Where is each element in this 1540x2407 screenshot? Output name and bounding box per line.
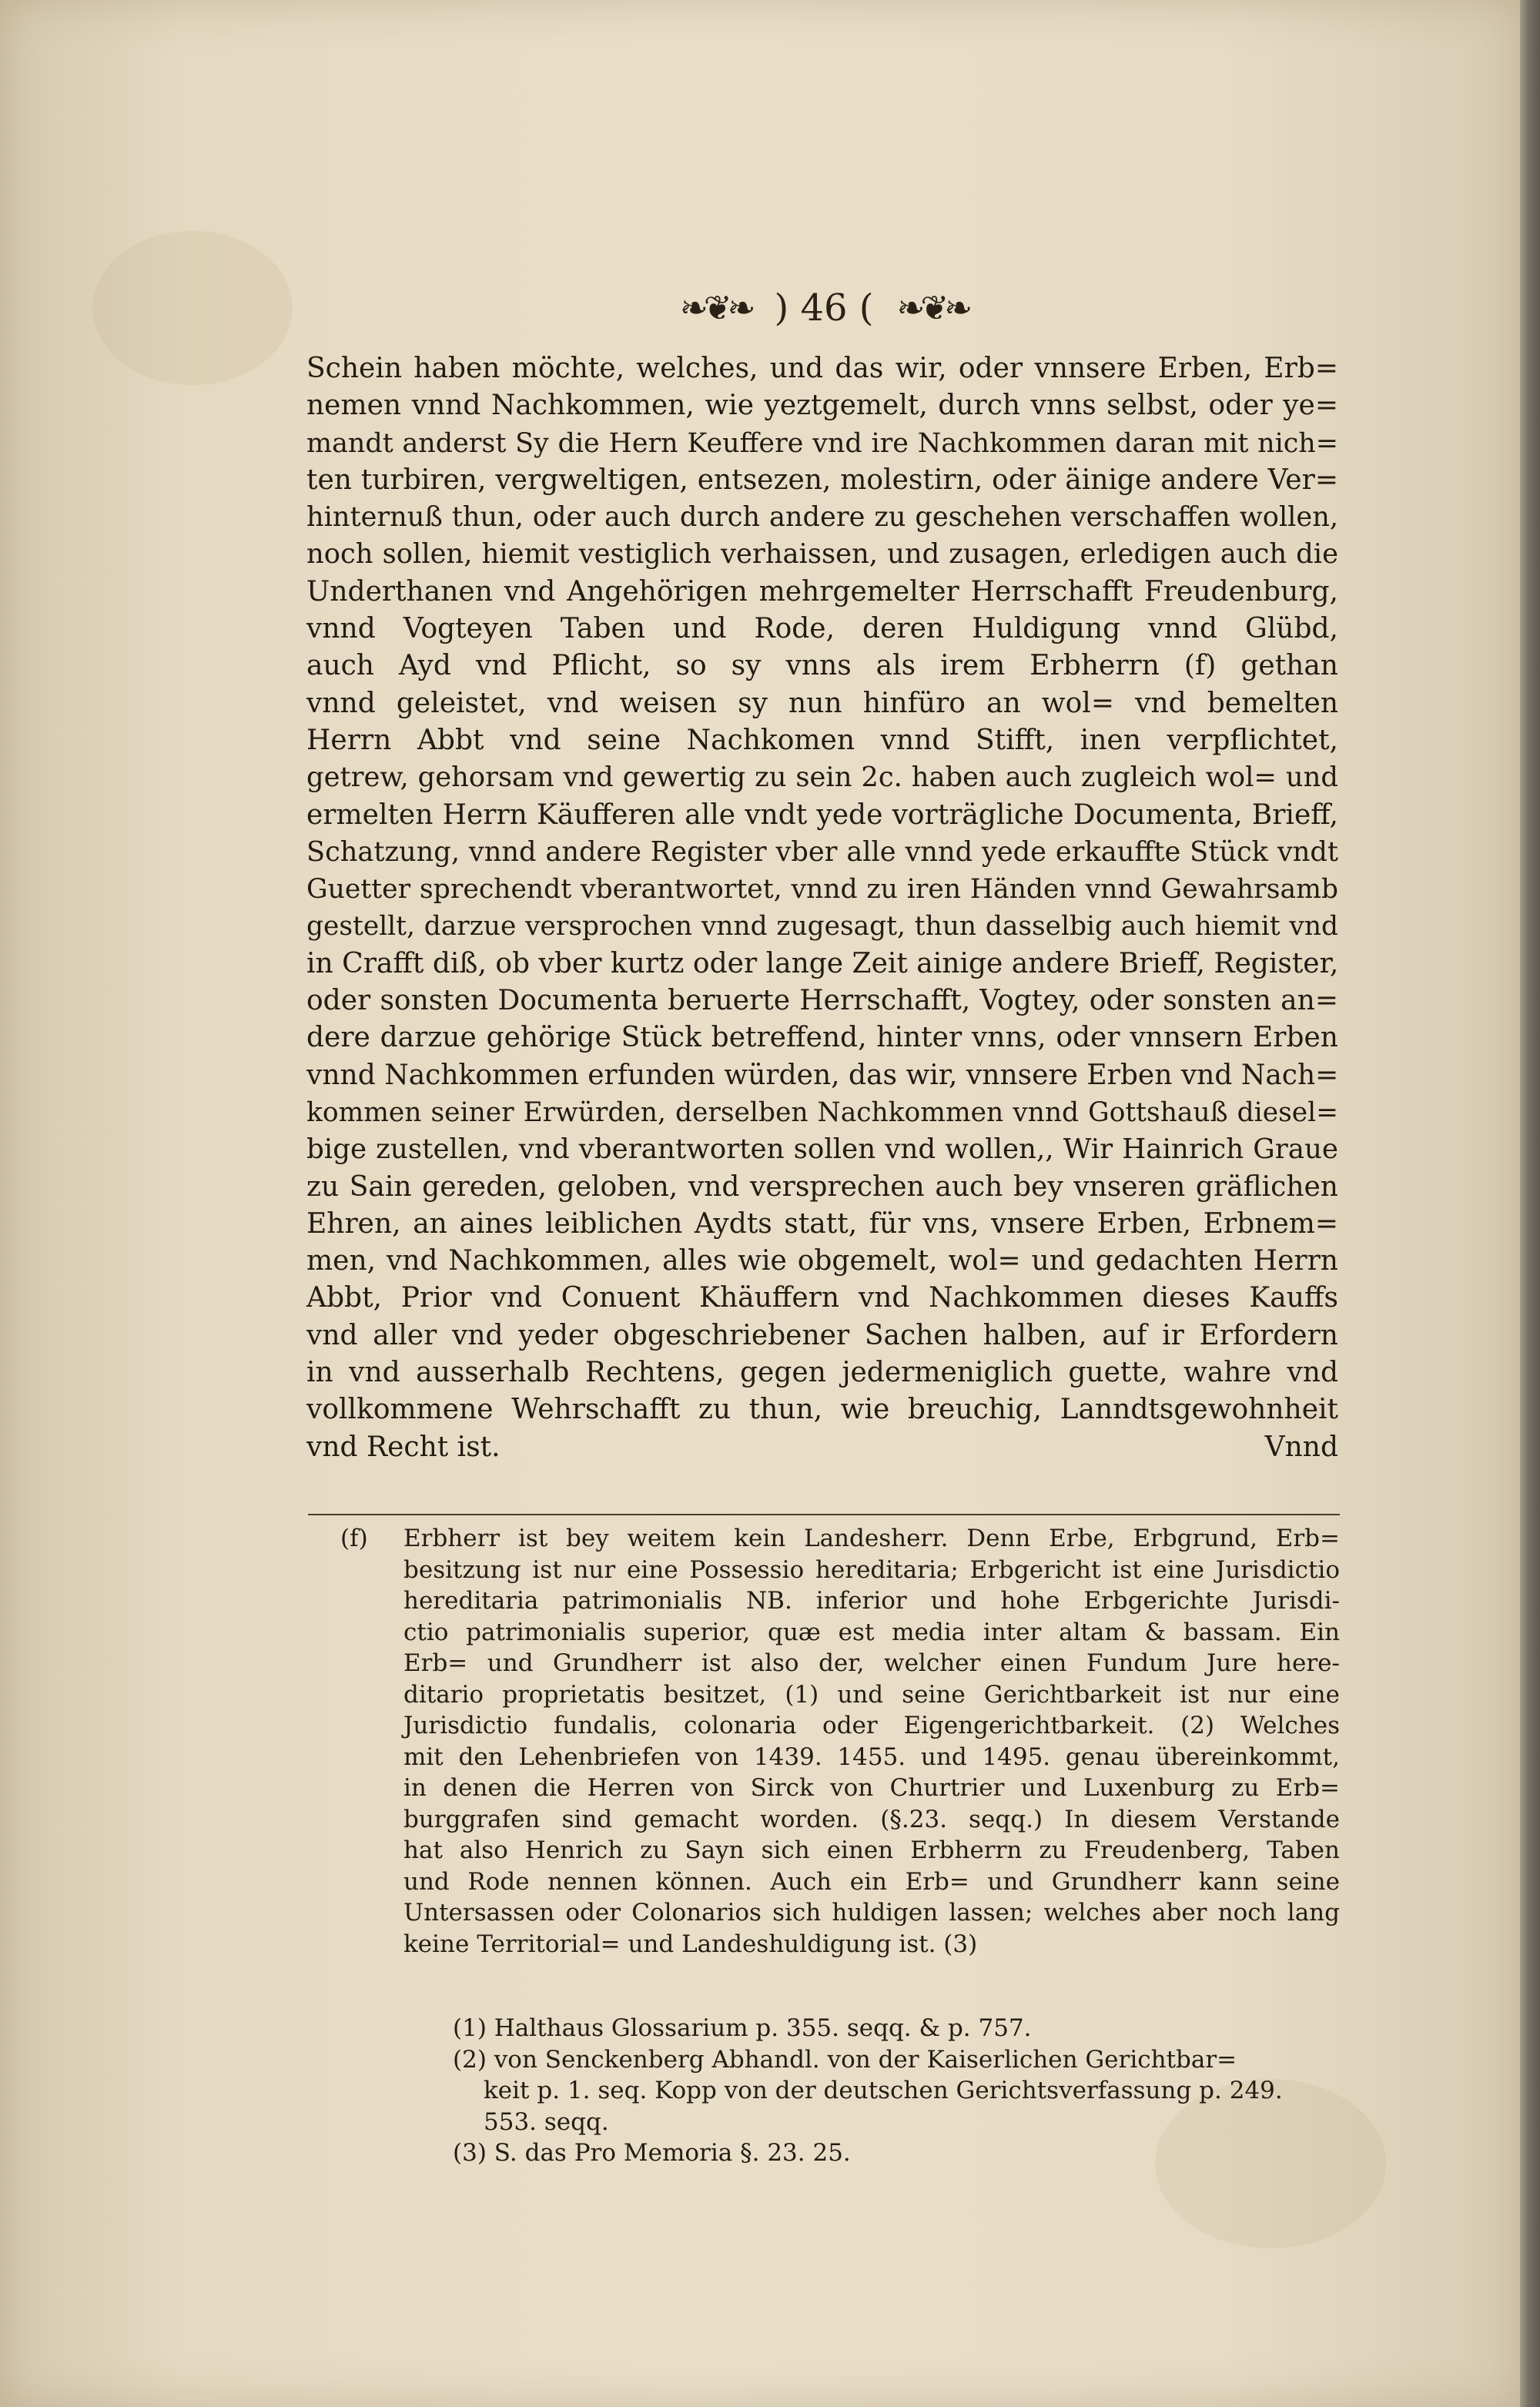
- text-line: oder sonsten Documenta beruerte Herrschafft, Vogtey, oder sonsten an=: [306, 985, 1338, 1017]
- footnote-line: Erbherr ist bey weitem kein Landesherr. Denn Erbe, Erbgrund, Erb=: [403, 1525, 1340, 1552]
- text-line: mandt anderst Sy die Hern Keuffere vnd ire Nachkommen daran mit nich=: [306, 427, 1338, 459]
- footnote-line: in denen die Herren von Sirck von Churtrier und Luxenburg zu Erb=: [403, 1774, 1340, 1802]
- text-line: in Crafft diß, ob vber kurtz oder lange Zeit ainige andere Brieff, Register,: [306, 947, 1339, 979]
- footnote-separator-rule: [308, 1514, 1340, 1515]
- footnote-line: Erb= und Grundherr ist also der, welcher einen Fundum Jure here-: [403, 1649, 1340, 1677]
- catchword: Vnnd: [1264, 1431, 1338, 1463]
- right-ornament: ❧❦❧: [896, 288, 969, 328]
- footnote-line: hat also Henrich zu Sayn sich einen Erbherrn zu Freudenberg, Taben: [403, 1836, 1340, 1864]
- text-line: ten turbiren, vergweltigen, entsezen, molestirn, oder äinige andere Ver=: [306, 464, 1338, 496]
- footnote-line: mit den Lehenbriefen von 1439. 1455. und 1495. genau übereinkommt,: [403, 1742, 1340, 1771]
- text-line: Schein haben möchte, welches, und das wir, oder vnnsere Erben, Erb=: [306, 353, 1338, 384]
- text-line: Abbt, Prior vnd Conuent Khäuffern vnd Nachkommen dieses Kauffs: [306, 1282, 1338, 1314]
- text-line: nemen vnnd Nachkommen, wie yeztgemelt, durch vnns selbst, oder ye=: [306, 390, 1338, 422]
- text-line: men, vnd Nachkommen, alles wie obgemelt, wol= und gedachten Herrn: [306, 1245, 1338, 1277]
- main-text-block: [306, 350, 1338, 1466]
- text-line: vnnd Vogteyen Taben und Rode, deren Huldigung vnnd Glübd,: [306, 613, 1338, 645]
- footnote-line: hereditaria patrimonialis NB. inferior und hohe Erbgerichte Jurisdi-: [403, 1587, 1340, 1615]
- text-line: gestellt, darzue versprochen vnnd zugesagt, thun dasselbig auch hiemit vnd: [306, 911, 1338, 942]
- text-line: auch Ayd vnd Pflicht, so sy vnns als irem Erbherrn (f) gethan: [306, 650, 1338, 682]
- footnote-last-line: keine Territorial= und Landeshuldigung ist. (3): [403, 1930, 978, 1958]
- text-line: getrew, gehorsam vnd gewertig zu sein 2c. haben auch zugleich wol= und: [306, 762, 1338, 794]
- reference-2-cont: keit p. 1. seq. Kopp von der deutschen Gerichtsverfassung p. 249.: [484, 2077, 1283, 2104]
- text-line: Underthanen vnd Angehörigen mehrgemelter Herrschafft Freudenburg,: [306, 575, 1338, 608]
- footnote-body: [403, 1523, 1340, 1960]
- text-line: vnnd geleistet, vnd weisen sy nun hinfüro an wol= vnd bemelten: [306, 687, 1338, 719]
- reference-list: [453, 2013, 1338, 2169]
- footnote-block: [340, 1523, 1340, 1960]
- text-line: vollkommene Wehrschafft zu thun, wie breuchig, Lanndtsgewohnheit: [306, 1394, 1338, 1426]
- last-line-text: vnd Recht ist.: [306, 1431, 500, 1463]
- left-ornament: ❧❦❧: [679, 288, 752, 328]
- footnote-line: besitzung ist nur eine Possessio hereditaria; Erbgericht ist eine Jurisdictio: [403, 1555, 1340, 1584]
- reference-2: (2) von Senckenberg Abhandl. von der Kaiserlichen Gerichtbar=: [453, 2045, 1237, 2074]
- text-line: Herrn Abbt vnd seine Nachkomen vnnd Stifft, inen verpflichtet,: [306, 724, 1338, 756]
- footnote-line: Jurisdictio fundalis, colonaria oder Eigengerichtbarkeit. (2) Welches: [403, 1712, 1340, 1739]
- footnote-line: burggrafen sind gemacht worden. (§.23. seqq.) In diesem Verstande: [403, 1805, 1340, 1833]
- text-line: Guetter sprechendt vberantwortet, vnnd zu iren Händen vnnd Gewahrsamb: [306, 874, 1338, 906]
- text-line: vnnd Nachkommen erfunden würden, das wir, vnnsere Erben vnd Nach=: [306, 1059, 1339, 1091]
- reference-3: (3) S. das Pro Memoria §. 23. 25.: [453, 2139, 851, 2167]
- last-text-line: [306, 1429, 1338, 1466]
- page-number: ) 46 (: [774, 286, 874, 330]
- text-line: Ehren, an aines leiblichen Aydts statt, für vns, vnsere Erben, Erbnem=: [306, 1207, 1338, 1240]
- footnote-line: Untersassen oder Colonarios sich huldigen lassen; welches aber noch lang: [403, 1899, 1340, 1927]
- text-line: ermelten Herrn Käufferen alle vndt yede vorträgliche Documenta, Brieff,: [306, 798, 1338, 831]
- paper-stain: [92, 231, 293, 385]
- text-line: in vnd ausserhalb Rechtens, gegen jedermeniglich guette, wahre vnd: [306, 1357, 1338, 1389]
- reference-2-cont: 553. seqq.: [484, 2107, 609, 2136]
- text-line: kommen seiner Erwürden, derselben Nachkommen vnnd Gottshauß diesel=: [306, 1096, 1338, 1128]
- text-line: dere darzue gehörige Stück betreffend, hinter vnns, oder vnnsern Erben: [306, 1022, 1338, 1054]
- text-line: noch sollen, hiemit vestiglich verhaissen, und zusagen, erledigen auch die: [306, 538, 1338, 571]
- text-line: zu Sain gereden, geloben, vnd versprechen auch bey vnseren gräflichen: [306, 1170, 1338, 1203]
- book-edge: [1520, 0, 1540, 2407]
- footnote-line: ctio patrimonialis superior, quæ est media inter altam & bassam. Ein: [403, 1618, 1340, 1646]
- text-line: vnd aller vnd yeder obgeschriebener Sachen halben, auf ir Erfordern: [306, 1319, 1338, 1351]
- text-line: bige zustellen, vnd vberantworten sollen vnd wollen,, Wir Hainrich Graue: [306, 1133, 1338, 1166]
- footnote-line: und Rode nennen können. Auch ein Erb= und Grundherr kann seine: [403, 1867, 1340, 1896]
- reference-1: (1) Halthaus Glossarium p. 355. seqq. & p. 757.: [453, 2014, 1032, 2042]
- page-header: [593, 281, 1055, 335]
- text-line: hinternuß thun, oder auch durch andere zu geschehen verschaffen wollen,: [306, 501, 1338, 534]
- footnote-line: ditario proprietatis besitzet, (1) und seine Gerichtbarkeit ist nur eine: [403, 1680, 1340, 1709]
- footnote-mark: (f): [340, 1525, 368, 1552]
- text-line: Schatzung, vnnd andere Register vber alle vnnd yede erkauffte Stück vndt: [306, 835, 1338, 868]
